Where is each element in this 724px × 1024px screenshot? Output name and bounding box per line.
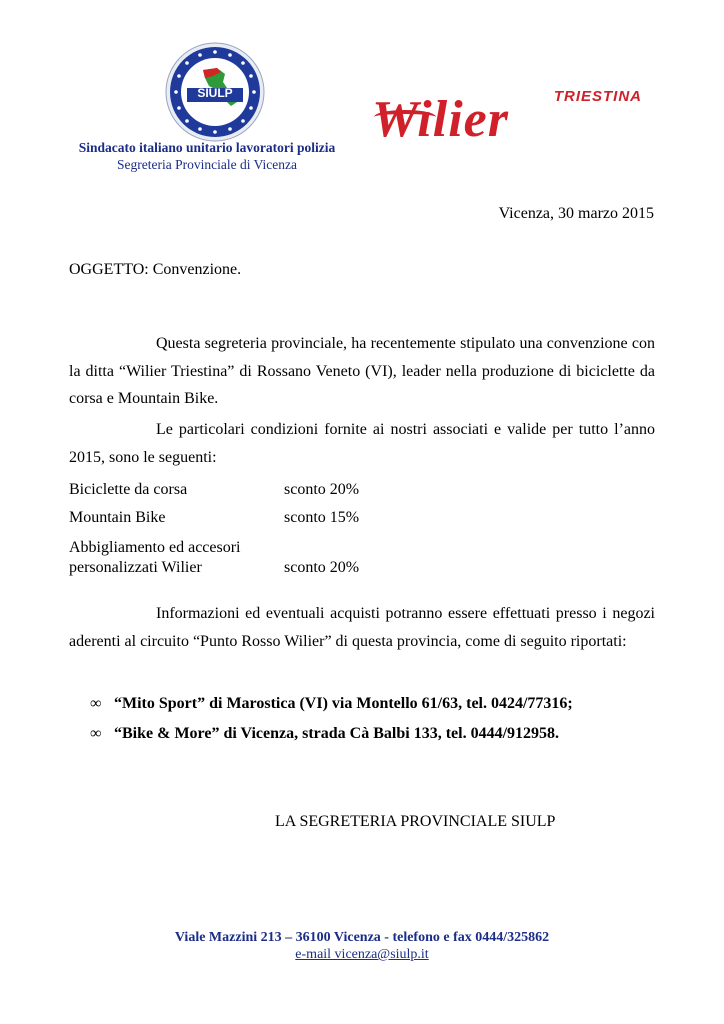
store-item: [90, 695, 573, 713]
footer-address: Viale Mazzini 213 – 36100 Vicenza - telefono e fax 0444/325862: [174, 930, 550, 945]
email-link[interactable]: e-mail vicenza@siulp.it: [295, 947, 429, 962]
letter-subject: OGGETTO: Convenzione.: [69, 261, 242, 278]
footer-email-line: [0, 947, 724, 963]
infinity-bullet-icon: ∞: [90, 695, 102, 712]
discount-value: sconto 20%: [284, 559, 360, 576]
paragraph-2-text: Le particolari condizioni fornite ai nostri associati e valide per tutto l’anno 2015, sono le seguenti:: [69, 421, 655, 466]
org-subtitle: Segreteria Provinciale di Vicenza: [117, 157, 297, 172]
brand-swoosh: [374, 110, 436, 124]
paragraph-1: [69, 330, 655, 413]
org-name: Sindacato italiano unitario lavoratori polizia: [78, 140, 336, 155]
seal-text: SIULP: [197, 86, 233, 100]
paragraph-1-text: Questa segreteria provinciale, ha recentemente stipulato una convenzione con la ditta “Wilier Triestina” di Rossano Veneto (VI), leader nella produzione di biciclette da corsa e Mountain Bike.: [69, 335, 655, 407]
store-text: “Mito Sport” di Marostica (VI) via Montello 61/63, tel. 0424/77316;: [114, 695, 573, 712]
brand-main-text: Wilier: [372, 91, 509, 148]
paragraph-3-text: Informazioni ed eventuali acquisti potranno essere effettuati presso i negozi aderenti al circuito “Punto Rosso Wilier” di questa provincia, come di seguito riportati:: [69, 605, 655, 650]
paragraph-3: [69, 600, 655, 655]
discount-value: sconto 15%: [284, 509, 360, 526]
infinity-bullet-icon: ∞: [90, 725, 102, 742]
store-text: “Bike & More” di Vicenza, strada Cà Balbi 133, tel. 0444/912958.: [114, 725, 560, 742]
discount-label: Abbigliamento ed accesori personalizzati Wilier: [69, 539, 241, 576]
letter-date: Vicenza, 30 marzo 2015: [498, 205, 654, 222]
brand-sub-text: TRIESTINA: [553, 88, 642, 105]
store-item: [90, 725, 559, 743]
signature: LA SEGRETERIA PROVINCIALE SIULP: [275, 813, 556, 830]
wilier-triestina-logo: [372, 88, 642, 146]
paragraph-2: [69, 416, 655, 471]
discount-label: Mountain Bike: [69, 509, 166, 526]
discount-value: sconto 20%: [284, 481, 360, 498]
discount-label: Biciclette da corsa: [69, 481, 188, 498]
